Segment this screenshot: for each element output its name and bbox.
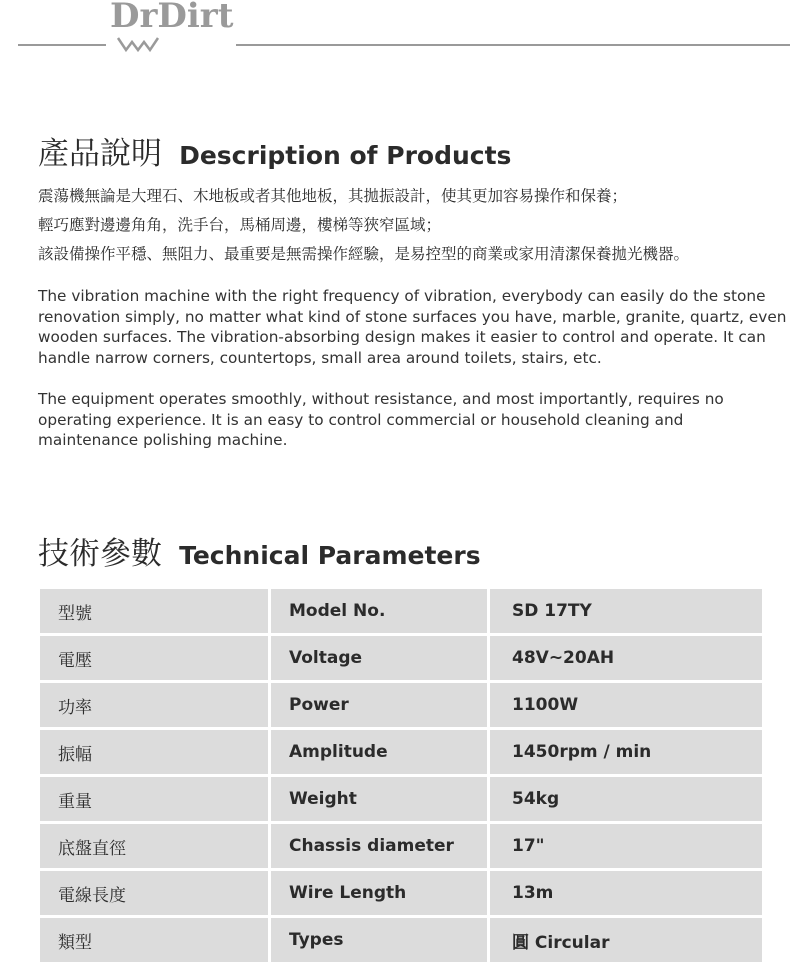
param-label-en: Amplitude (271, 730, 487, 774)
table-row (40, 824, 762, 868)
technical-title-zh: 技術參數 (38, 536, 162, 572)
technical-title-en: Technical Parameters (179, 541, 481, 570)
brand-logo (110, 0, 234, 60)
param-label-zh: 電壓 (40, 636, 268, 680)
header (0, 0, 790, 70)
param-value: 17" (490, 824, 762, 868)
param-value: 13m (490, 871, 762, 915)
param-label-en: Types (271, 918, 487, 962)
param-value: 1100W (490, 683, 762, 727)
param-label-zh: 振幅 (40, 730, 268, 774)
param-label-en: Weight (271, 777, 487, 821)
description-title (38, 128, 511, 173)
param-value: 1450rpm / min (490, 730, 762, 774)
param-label-en: Wire Length (271, 871, 487, 915)
table-row (40, 918, 762, 962)
param-value: 48V~20AH (490, 636, 762, 680)
parameters-table (40, 589, 762, 965)
description-title-en: Description of Products (179, 141, 512, 170)
description-zh (38, 182, 778, 269)
description-en-paragraph-2: The equipment operates smoothly, without resistance, and most importantly, requires no operating experience. It is an easy to control commercial or household cleaning and maintenance polishing machine. (38, 390, 724, 449)
table-row (40, 871, 762, 915)
param-label-zh: 電線長度 (40, 871, 268, 915)
logo-text: DrDirt (110, 0, 234, 36)
param-label-zh: 重量 (40, 777, 268, 821)
param-label-zh: 類型 (40, 918, 268, 962)
param-label-zh: 功率 (40, 683, 268, 727)
param-value: SD 17TY (490, 589, 762, 633)
crown-icon (116, 34, 160, 54)
description-title-zh: 產品說明 (38, 136, 162, 172)
table-row (40, 730, 762, 774)
table-row (40, 589, 762, 633)
description-en-paragraph-1: The vibration machine with the right frequency of vibration, everybody can easily do the stone renovation simply, no matter what kind of stone surfaces you have, marble, granite, quartz, even wooden surfaces. The vibration-absorbing design makes it easier to control and operate. It can handle narrow corners, countertops, small area around toilets, stairs, etc. (38, 287, 787, 367)
technical-title (38, 528, 481, 573)
param-label-en: Voltage (271, 636, 487, 680)
zh-line: 震蕩機無論是大理石、木地板或者其他地板，其拋振設計，使其更加容易操作和保養； (38, 187, 628, 205)
param-label-zh: 型號 (40, 589, 268, 633)
param-label-en: Chassis diameter (271, 824, 487, 868)
param-label-en: Power (271, 683, 487, 727)
header-rule-right (236, 44, 790, 46)
zh-line: 該設備操作平穩、無阻力、最重要是無需操作經驗，是易控型的商業或家用清潔保養拋光機器。 (38, 245, 690, 263)
table-row (40, 777, 762, 821)
param-value: 54kg (490, 777, 762, 821)
table-row (40, 683, 762, 727)
param-value: 圓 Circular (490, 918, 762, 962)
param-label-zh: 底盤直徑 (40, 824, 268, 868)
param-label-en: Model No. (271, 589, 487, 633)
table-row (40, 636, 762, 680)
zh-line: 輕巧應對邊邊角角，洗手台，馬桶周邊，樓梯等狹窄區域； (38, 216, 442, 234)
header-rule-left (18, 44, 106, 46)
